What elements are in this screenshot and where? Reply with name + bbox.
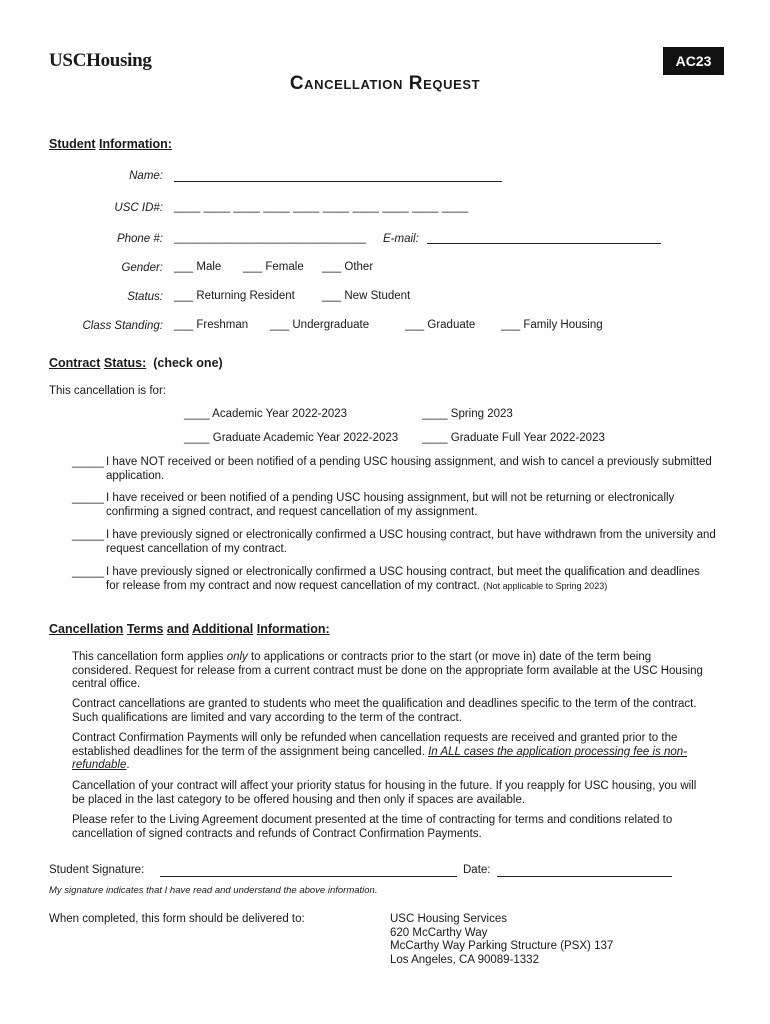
signature-note: My signature indicates that I have read and understand the above information. bbox=[49, 885, 378, 896]
cancellation-option-1[interactable]: _____ I have NOT received or been notified of a pending USC housing assignment, and wish to cancel a previously submitted application. bbox=[72, 456, 712, 482]
logo: USCHousing bbox=[49, 50, 152, 71]
email-field[interactable] bbox=[427, 243, 661, 244]
gender-option-other[interactable]: ___ Other bbox=[322, 261, 374, 273]
usc-id-field[interactable]: ____ ____ ____ ____ ____ ____ ____ ____ ____ ____ bbox=[174, 201, 469, 213]
email-label: E-mail: bbox=[383, 233, 419, 245]
standing-option-graduate[interactable]: ___ Graduate bbox=[405, 319, 476, 331]
page-title: Cancellation Request bbox=[289, 73, 481, 94]
term-option-spring[interactable]: ____ Spring 2023 bbox=[422, 408, 513, 420]
student-info-heading: Student Information: bbox=[49, 137, 172, 151]
gender-option-male[interactable]: ___ Male bbox=[174, 261, 222, 273]
cancellation-option-4[interactable]: _____ I have previously signed or electronically confirmed a USC housing contract, but meet the qualification and deadlines for release from my contract and now request cancellation of my contract. (Not applicable to Spring 2023) bbox=[72, 566, 700, 592]
terms-paragraph-2: Contract cancellations are granted to students who meet the qualification and deadlines specific to the term of the contract. Such qualifications are limited and vary according to the term of the contract. bbox=[72, 698, 697, 724]
phone-label: Phone #: bbox=[116, 233, 163, 245]
cancellation-option-3[interactable]: _____ I have previously signed or electronically confirmed a USC housing contract, but have withdrawn from the university and request cancellation of my contract. bbox=[72, 529, 716, 555]
status-label: Status: bbox=[127, 291, 163, 303]
contract-status-heading: Contract Status: (check one) bbox=[49, 356, 223, 370]
name-field[interactable] bbox=[174, 181, 502, 182]
term-option-academic-year[interactable]: ____ Academic Year 2022-2023 bbox=[184, 408, 348, 420]
cancellation-option-2[interactable]: _____ I have received or been notified of a pending USC housing assignment, but will not be returning or electronically confirming a signed contract, and request cancellation of my assignment. bbox=[72, 492, 675, 518]
address-line: 620 McCarthy Way bbox=[390, 926, 488, 939]
term-option-graduate-full-year[interactable]: ____ Graduate Full Year 2022-2023 bbox=[422, 432, 605, 444]
name-label: Name: bbox=[129, 170, 163, 182]
delivery-label: When completed, this form should be delivered to: bbox=[49, 913, 305, 925]
terms-paragraph-5: Please refer to the Living Agreement document presented at the time of contracting for terms and conditions related to cancellation of signed contracts and refunds of Contract Confirmation Payments. bbox=[72, 814, 673, 840]
usc-id-label: USC ID#: bbox=[114, 202, 163, 214]
standing-option-freshman[interactable]: ___ Freshman bbox=[174, 319, 249, 331]
delivery-address bbox=[390, 913, 613, 967]
address-line: McCarthy Way Parking Structure (PSX) 137 bbox=[390, 940, 614, 952]
form-code-badge: AC23 bbox=[663, 47, 724, 75]
class-standing-label: Class Standing: bbox=[82, 320, 163, 332]
signature-label: Student Signature: bbox=[49, 864, 145, 876]
spring-note: (Not applicable to Spring 2023) bbox=[483, 580, 608, 591]
gender-label: Gender: bbox=[121, 262, 163, 274]
address-line: USC Housing Services bbox=[390, 913, 507, 925]
signature-field[interactable] bbox=[160, 876, 457, 877]
gender-option-female[interactable]: ___ Female bbox=[243, 261, 304, 273]
date-field[interactable] bbox=[497, 876, 672, 877]
status-option-returning[interactable]: ___ Returning Resident bbox=[174, 290, 295, 302]
terms-heading: Cancellation Terms and Additional Information: bbox=[49, 622, 330, 636]
terms-paragraph-1: This cancellation form applies only to applications or contracts prior to the start (or move in) date of the term being considered. Request for release from a current contract must be done on the appropriate form available at the USC Housing central office. bbox=[72, 651, 703, 690]
phone-field[interactable]: ______________________________ bbox=[174, 232, 366, 244]
date-label: Date: bbox=[463, 864, 491, 876]
status-option-new[interactable]: ___ New Student bbox=[322, 290, 411, 302]
contract-intro: This cancellation is for: bbox=[49, 385, 166, 397]
terms-paragraph-3: Contract Confirmation Payments will only be refunded when cancellation requests are received and granted prior to the established deadlines for the term of the assignment being cancelled. In ALL cases the application processing fee is non-refundable. bbox=[72, 732, 688, 771]
standing-option-undergraduate[interactable]: ___ Undergraduate bbox=[270, 319, 370, 331]
address-line: Los Angeles, CA 90089-1332 bbox=[390, 953, 539, 966]
term-option-graduate-academic-year[interactable]: ____ Graduate Academic Year 2022-2023 bbox=[184, 432, 399, 444]
terms-paragraph-4: Cancellation of your contract will affect your priority status for housing in the future. If you reapply for USC housing, you will be placed in the last category to be offered housing and then only if spaces are available. bbox=[72, 780, 697, 806]
standing-option-family-housing[interactable]: ___ Family Housing bbox=[501, 319, 603, 331]
